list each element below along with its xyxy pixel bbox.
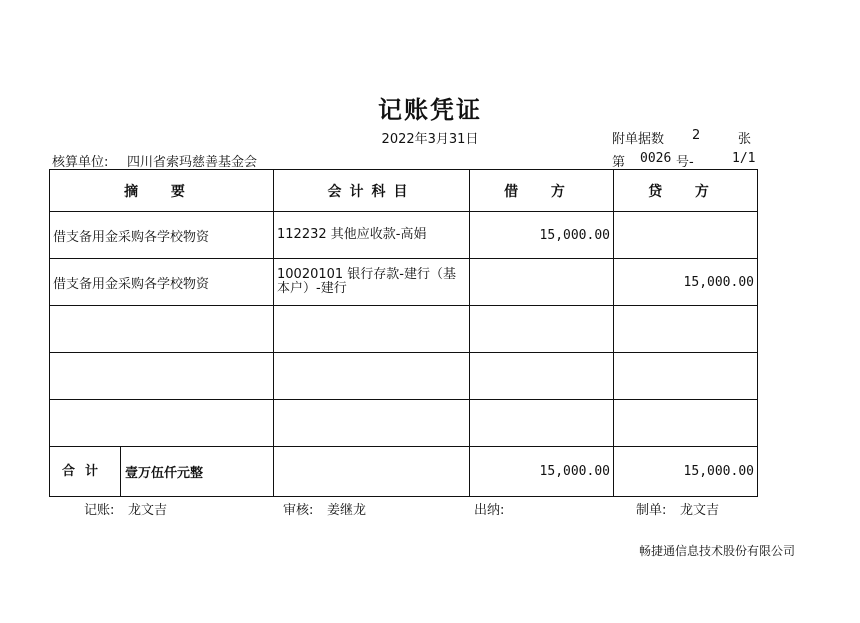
bookkeeper-label: 记账:: [84, 503, 115, 518]
row-summary: 借支备用金采购各学校物资: [50, 259, 274, 306]
attachment-unit: 张: [738, 132, 752, 147]
column-header-summary: 摘 要: [50, 170, 274, 212]
total-debit: 15,000.00: [470, 447, 614, 497]
voucher-seq-number: 0026: [640, 151, 672, 166]
row-summary: [50, 306, 274, 353]
column-header-debit: 借 方: [470, 170, 614, 212]
total-amount-in-words: 壹万伍仟元整: [125, 466, 204, 481]
bookkeeper-name: 龙文吉: [128, 503, 168, 518]
row-credit: 15,000.00: [614, 259, 758, 306]
row-debit: [470, 306, 614, 353]
row-debit: [470, 259, 614, 306]
reviewer-name: 姜继龙: [327, 503, 367, 518]
total-account-cell: [274, 447, 470, 497]
row-summary: [50, 353, 274, 400]
total-cell: [50, 447, 274, 497]
cashier-label: 出纳:: [474, 503, 505, 518]
total-credit: 15,000.00: [614, 447, 758, 497]
voucher-date: 2022年3月31日: [381, 132, 479, 147]
table-header-row: [50, 170, 758, 212]
voucher-title: 记账凭证: [378, 96, 482, 124]
row-credit: [614, 212, 758, 259]
table-total-row: [50, 447, 758, 497]
attachment-count: 2: [692, 128, 701, 143]
row-account: 10020101 银行存款-建行（基本户）-建行: [274, 259, 470, 306]
row-debit: 15,000.00: [470, 212, 614, 259]
voucher-seq-label: 第: [612, 155, 626, 170]
row-debit: [470, 353, 614, 400]
row-summary: [50, 400, 274, 447]
row-summary: 借支备用金采购各学校物资: [50, 212, 274, 259]
preparer-label: 制单:: [636, 503, 667, 518]
row-account: 112232 其他应收款-高娟: [274, 212, 470, 259]
table-row: [50, 212, 758, 259]
attachment-label: 附单据数: [612, 132, 665, 147]
reviewer-label: 审核:: [283, 503, 314, 518]
column-header-credit: 贷 方: [614, 170, 758, 212]
total-label: 合计: [50, 447, 121, 496]
table-row: [50, 306, 758, 353]
accounting-unit-label: 核算单位:: [52, 155, 109, 170]
software-company: 畅捷通信息技术股份有限公司: [638, 544, 795, 558]
row-account: [274, 353, 470, 400]
accounting-unit-name: 四川省索玛慈善基金会: [127, 155, 258, 170]
row-credit: [614, 306, 758, 353]
row-account: [274, 400, 470, 447]
voucher-table: [49, 169, 758, 497]
table-row: [50, 259, 758, 306]
voucher-seq-suffix: 号-: [676, 155, 694, 170]
table-row: [50, 400, 758, 447]
row-debit: [470, 400, 614, 447]
row-credit: [614, 353, 758, 400]
row-credit: [614, 400, 758, 447]
preparer-name: 龙文吉: [680, 503, 720, 518]
table-row: [50, 353, 758, 400]
column-header-account: 会计科目: [274, 170, 470, 212]
voucher-page: 1/1: [732, 151, 756, 166]
row-account: [274, 306, 470, 353]
